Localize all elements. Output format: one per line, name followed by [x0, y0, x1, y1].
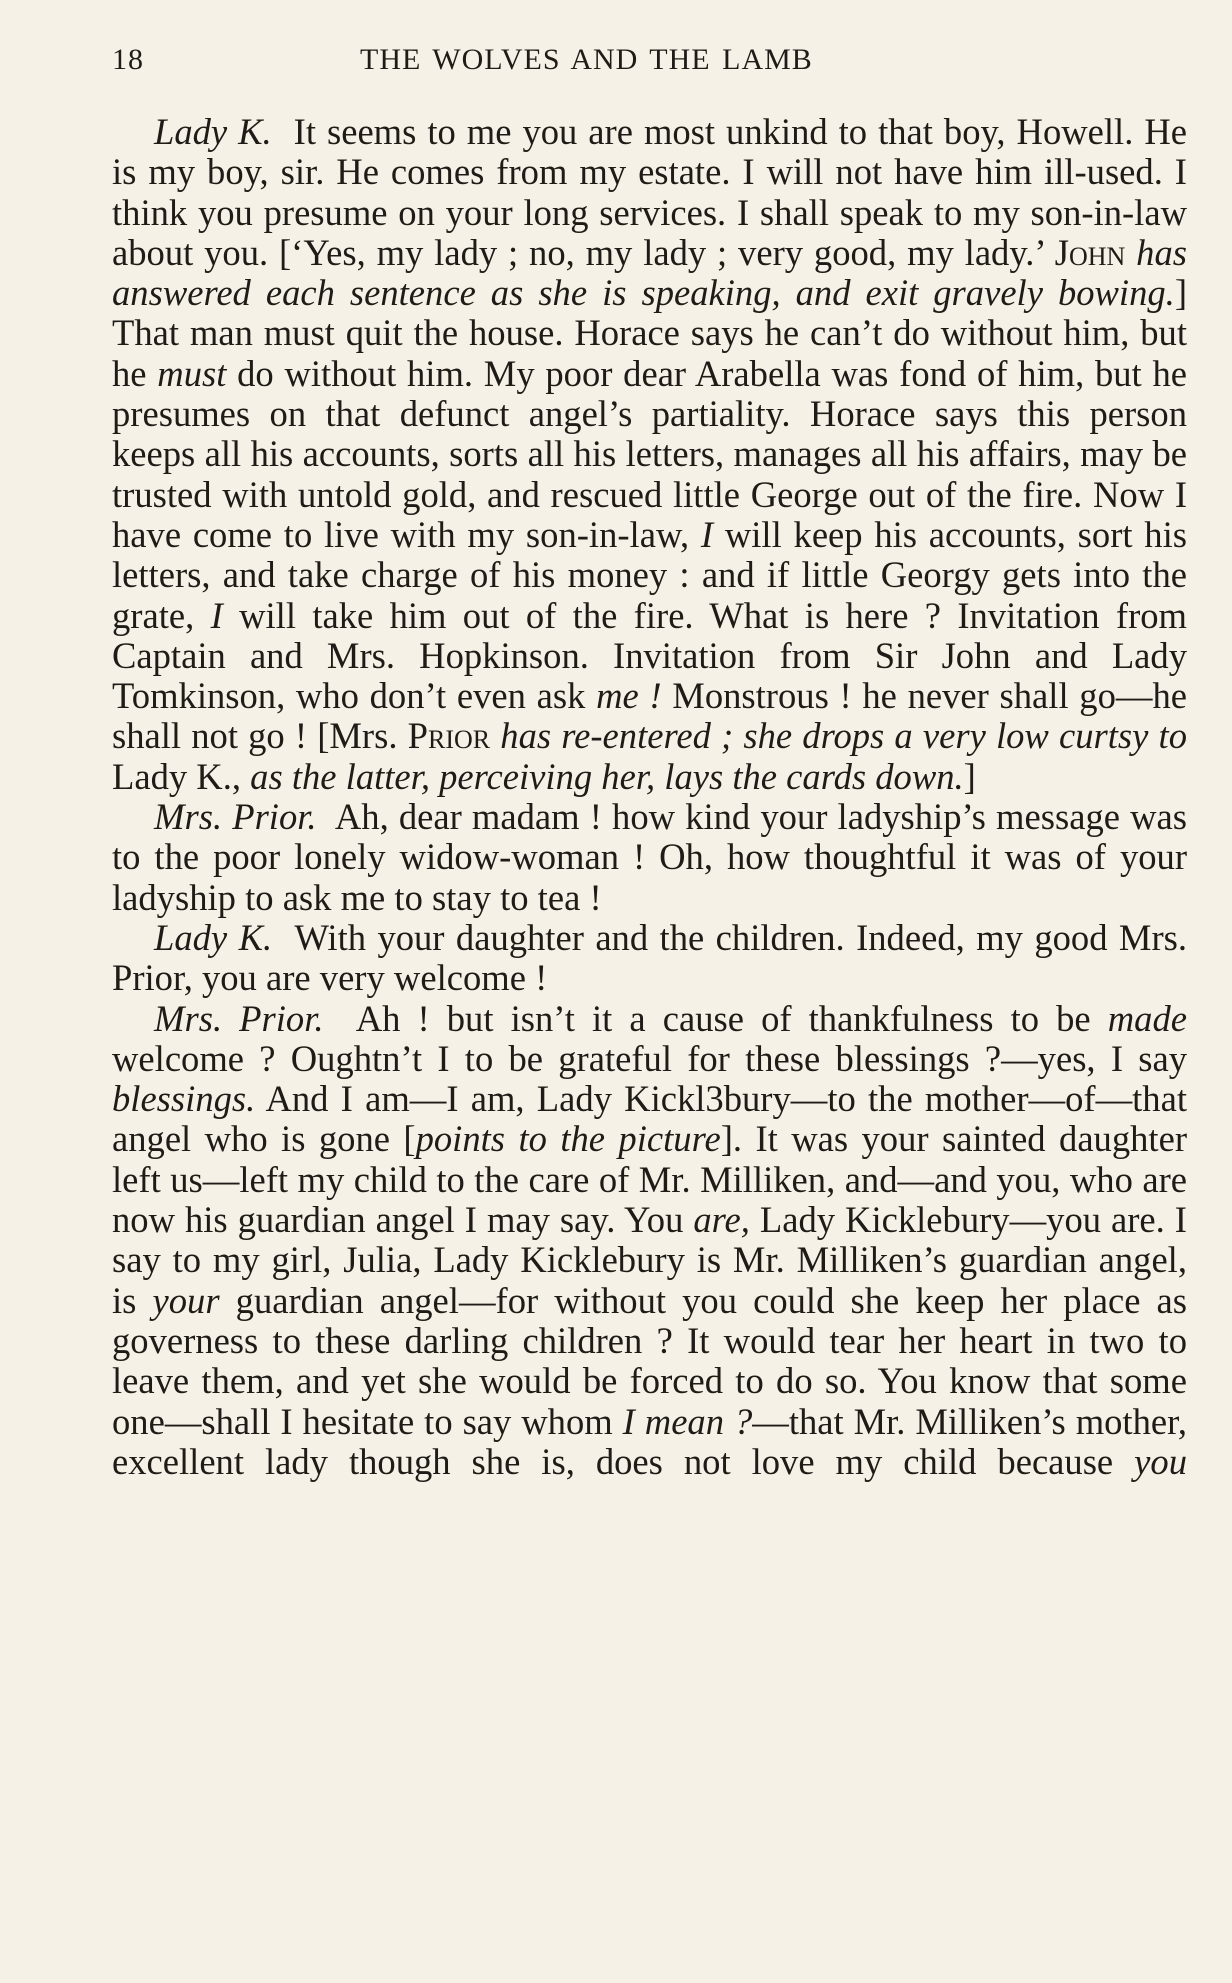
- dialogue-text: do without him. My poor dear Arabella was fond of him, but he presumes on that defunct angel’s partiality. Horace says this person keeps all his accounts, sorts all his letters, manages all his affairs, may be trusted with untold gold, and rescued little George out of the fire. Now I have come to live with my son-in-law,: [112, 352, 1187, 555]
- emphasis: I: [210, 594, 223, 636]
- emphasis: me !: [596, 675, 662, 717]
- dialogue-text: will keep his accounts, sort his letters, and take charge of his money : and if little Georgy gets into the grate,: [112, 513, 1187, 636]
- character-name: John: [1054, 231, 1126, 273]
- stage-direction: has re-entered ; she drops a very low curtsy to: [490, 715, 1187, 757]
- running-title: THE WOLVES AND THE LAMB: [360, 43, 813, 76]
- dialogue-text: With your daughter and the children. Indeed, my good Mrs. Prior, you are very welcome !: [112, 916, 1188, 999]
- emphasis: your: [152, 1279, 220, 1321]
- dialogue-text: Lady Kicklebury—you are. I say to my girl, Julia, Lady Kicklebury is Mr. Milliken’s guardian angel, is: [112, 1199, 1187, 1321]
- paragraph-lady-k-2: [112, 918, 1187, 999]
- dialogue-text: guardian angel—for without you could she keep her place as governess to these darling children ? It would tear her heart in two to leave them, and yet she would be forced to do so. You know that some one—shall I hesitate to say whom: [112, 1279, 1187, 1442]
- paragraph-mrs-prior-1: [112, 797, 1187, 918]
- page-number: 18: [112, 43, 144, 76]
- emphasis: you: [1134, 1440, 1187, 1482]
- dialogue-text: Ah, dear madam ! how kind your ladyship’s message was to the poor lonely widow-woman ! Oh, how thoughtful it was of your ladyship to ask me to stay to tea !: [112, 796, 1187, 918]
- dialogue-text: Ah ! but isn’t it a cause of thankfulness to be: [355, 997, 1108, 1039]
- dialogue-text: Monstrous ! he never shall go—he shall not go ! [Mrs.: [112, 675, 1187, 757]
- speaker-name: Mrs. Prior.: [154, 796, 317, 838]
- stage-direction: points to the picture: [415, 1118, 721, 1160]
- paragraph-mrs-prior-2: [112, 999, 1187, 1483]
- emphasis: I: [700, 513, 714, 555]
- emphasis: made: [1107, 997, 1187, 1039]
- dialogue-text: It seems to me you are most unkind to that boy, Howell. He is my boy, sir. He comes from my estate. I will not have him ill-used. I think you presume on your long services. I shall speak to my son-in-law about you. [‘Yes, my lady ; no, my lady ; very good, my lady.’: [112, 111, 1187, 273]
- paragraph-lady-k-1: [112, 112, 1187, 797]
- dialogue-text: ]: [963, 755, 976, 797]
- dialogue-text: will take him out of the fire. What is here ? Invitation from Captain and Mrs. Hopkinson. Invitation from Sir John and Lady Tomkinson, who don’t even ask: [112, 594, 1187, 717]
- dialogue-text: ] That man must quit the house. Horace says he can’t do without him, but he: [112, 272, 1187, 394]
- speaker-name: Lady K.: [154, 111, 272, 152]
- emphasis: I mean ?: [622, 1400, 753, 1442]
- speaker-name: Mrs. Prior.: [154, 997, 324, 1039]
- page-body: [112, 112, 1187, 1482]
- emphasis: blessings.: [112, 1078, 256, 1120]
- dialogue-text: And I am—I am, Lady Kickl3bury—to the mother—of—that angel who is gone [: [112, 1078, 1187, 1160]
- speaker-name: Lady K.: [154, 916, 273, 958]
- dialogue-text: —that Mr. Milliken’s mother, excellent lady though she is, does not love my child because: [112, 1400, 1187, 1482]
- character-name: Prior: [407, 715, 491, 757]
- dialogue-text: Lady K.,: [112, 755, 251, 797]
- emphasis: must: [157, 352, 227, 394]
- stage-direction: as the latter, perceiving her, lays the cards down.: [250, 755, 964, 797]
- dialogue-text: ]. It was your sainted daughter left us—left my child to the care of Mr. Milliken, and—and you, who are now his guardian angel I may say. You: [112, 1118, 1187, 1241]
- emphasis: are,: [693, 1199, 750, 1241]
- dialogue-text: welcome ? Oughtn’t I to be grateful for these blessings ?—yes, I say: [112, 1037, 1187, 1079]
- stage-direction: has answered each sentence as she is speaking, and exit gravely bowing.: [112, 231, 1187, 314]
